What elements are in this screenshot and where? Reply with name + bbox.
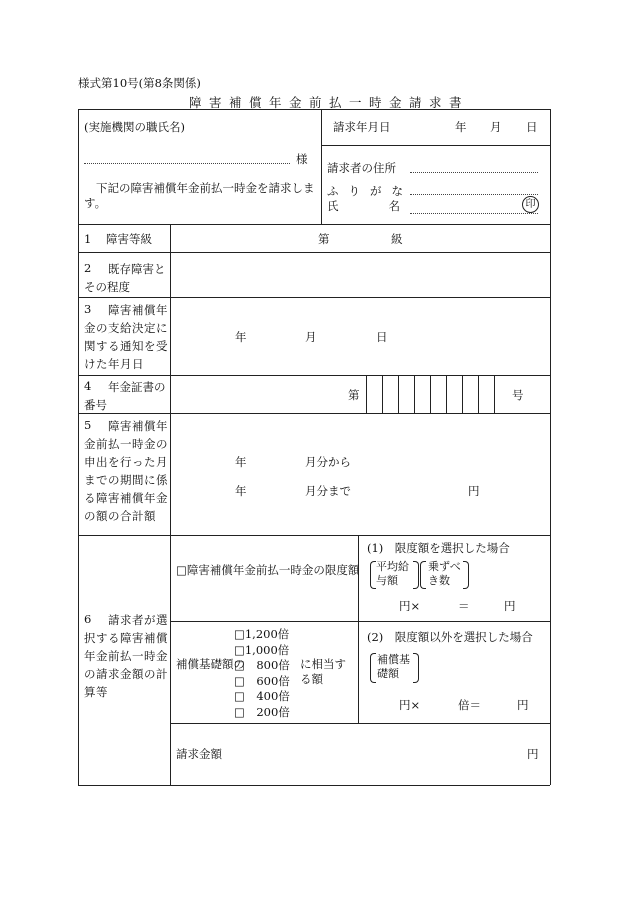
row1-kyu: 級 [391,232,403,246]
row5-label: 障害補償年金前払一時金の申出を行った月までの期間に係る障害補償年金の額の合計額 [84,419,168,523]
row3-year: 年 [235,330,247,344]
name-line[interactable] [410,213,538,214]
case2-title: (2) 限度額以外を選択した場合 [367,630,533,644]
row5-yen: 円 [468,484,480,498]
row6-label: 請求者が選択する障害補償年金前払一時金の請求金額の計算等 [84,613,168,699]
multiple-400-checkbox[interactable]: □ 400倍 [234,689,290,703]
furigana-line[interactable] [410,194,538,195]
multiple-200-checkbox[interactable]: □ 200倍 [234,704,290,719]
multiple-1000-checkbox[interactable]: □1,000倍 [234,642,290,657]
case2-bai: 倍＝ [458,698,481,712]
request-text: 下記の障害補償年金前払一時金を請求します。 [84,181,315,210]
row4-num: 4 [84,379,92,393]
multiple-options [234,627,290,720]
date-month: 月 [490,120,502,134]
case2-yen2: 円 [517,698,529,712]
claim-amount-yen: 円 [527,747,539,761]
claim-amount-label: 請求金額 [176,747,222,761]
row5-from: 月分から [305,455,351,469]
row1-label: 障害等級 [106,232,152,246]
limit-checkbox[interactable]: □障害補償年金前払一時金の限度額 [176,563,360,577]
form-number: 様式第10号(第8条関係) [78,76,201,90]
row2-label: 既存障害とその程度 [84,262,166,294]
agency-name-line[interactable] [84,163,290,164]
multiple-800-checkbox[interactable]: □ 800倍 [234,658,290,672]
row5-num: 5 [84,418,92,432]
row3-num: 3 [84,302,92,316]
case1-yen: 円× [399,599,421,613]
row6-num: 6 [84,612,92,626]
address-line[interactable] [410,172,538,173]
case1-equals: ＝ [458,599,470,613]
base-amount-label: 補償基礎額 [377,653,410,680]
row3-label: 障害補償年金の支給決定に関する通知を受けた年月日 [84,303,168,371]
row3-month: 月 [305,330,317,344]
row2-num: 2 [84,261,92,275]
case1-title: (1) 限度額を選択した場合 [367,541,510,555]
row5-year2: 年 [235,484,247,498]
row1-dai: 第 [318,232,330,246]
date-day: 日 [526,120,538,134]
avg-wage-label: 平均給与額 [376,560,409,587]
row1-num: 1 [84,232,92,246]
multiple-1200-checkbox[interactable]: □1,200倍 [234,627,290,641]
row5-until: 月分まで [305,484,351,498]
agency-label: (実施機関の職氏名) [84,120,185,134]
row4-go: 号 [512,388,524,402]
date-label: 請求年月日 [333,120,391,134]
base-amount-of: 補償基礎額の [176,657,245,671]
row5-year1: 年 [235,455,247,469]
multiplier-label: 乗ずべき数 [428,560,461,587]
form-title: 障害補償年金前払一時金請求書 [189,95,470,110]
name-label: 氏名 [327,199,450,213]
equivalent-label: に相当する額 [300,657,346,686]
sama-label: 様 [296,152,308,166]
row4-label: 年金証書の番号 [84,380,166,412]
date-year: 年 [455,120,467,134]
multiple-600-checkbox[interactable]: □ 600倍 [234,673,290,688]
case1-yen2: 円 [504,599,516,613]
address-label: 請求者の住所 [327,161,396,175]
case2-yen: 円× [399,698,421,712]
row3-day: 日 [376,330,388,344]
seal-mark: 印 [522,196,539,213]
furigana-label: ふりがな [327,184,413,198]
row4-dai: 第 [348,388,360,402]
